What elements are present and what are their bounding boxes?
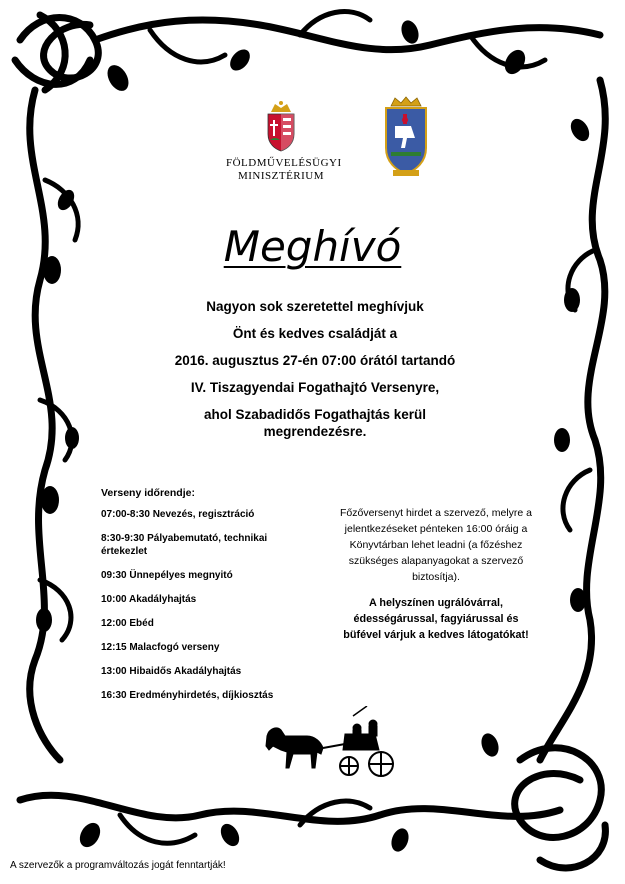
page-title: Meghívó bbox=[223, 222, 402, 271]
notes-column bbox=[338, 505, 534, 643]
schedule-item: 12:00 Ebéd bbox=[101, 618, 154, 629]
schedule-item: 16:30 Eredményhirdetés, díjkiosztás bbox=[101, 690, 274, 701]
intro-line-3: 2016. augusztus 27-én 07:00 órától tartandó bbox=[174, 353, 456, 368]
schedule-item: 12:15 Malacfogó verseny bbox=[101, 642, 220, 653]
intro-line-1: Nagyon sok szeretettel meghívjuk bbox=[206, 299, 424, 314]
schedule-item: 13:00 Hibaidős Akadályhajtás bbox=[101, 666, 242, 677]
welcome-note: A helyszínen ugrálóvárral, édességárussal, fagyiárussal és büfével várjuk a kedves látogatókat! bbox=[343, 597, 529, 641]
cooking-contest-note: Főzőversenyt hirdet a szervező, melyre a jelentkezéseket pénteken 16:00 óráig a Könyvtárban lehet leadni (a főzéshez szükséges alapanyagokat a szervező biztosítja). bbox=[340, 507, 532, 583]
intro-line-5: ahol Szabadidős Fogathajtás kerül megrendezésre. bbox=[203, 407, 427, 439]
invitation-text bbox=[170, 298, 460, 450]
schedule-list bbox=[101, 508, 286, 713]
footer-disclaimer: A szervezők a programváltozás jogát fenntartják! bbox=[10, 860, 226, 871]
town-crest-icon bbox=[383, 96, 429, 180]
schedule-item: 8:30-9:30 Pályabemutató, technikai értekezlet bbox=[101, 533, 268, 557]
schedule-item: 10:00 Akadályhajtás bbox=[101, 594, 197, 605]
intro-line-2: Önt és kedves családját a bbox=[232, 326, 398, 341]
schedule-item: 07:00-8:30 Nevezés, regisztráció bbox=[101, 509, 255, 520]
hungarian-coat-of-arms-icon bbox=[265, 100, 297, 152]
schedule-heading: Verseny időrendje: bbox=[101, 487, 195, 499]
intro-line-4: IV. Tiszagyendai Fogathajtó Versenyre, bbox=[190, 380, 440, 395]
schedule-item: 09:30 Ünnepélyes megnyitó bbox=[101, 570, 233, 581]
ministry-logo bbox=[226, 100, 342, 192]
horse-carriage-icon bbox=[263, 706, 403, 782]
town-coat-of-arms bbox=[383, 96, 429, 180]
ministry-name-line1: FÖLDMŰVELÉSÜGYI bbox=[226, 157, 342, 169]
ministry-name-line2: MINISZTÉRIUM bbox=[237, 170, 325, 182]
